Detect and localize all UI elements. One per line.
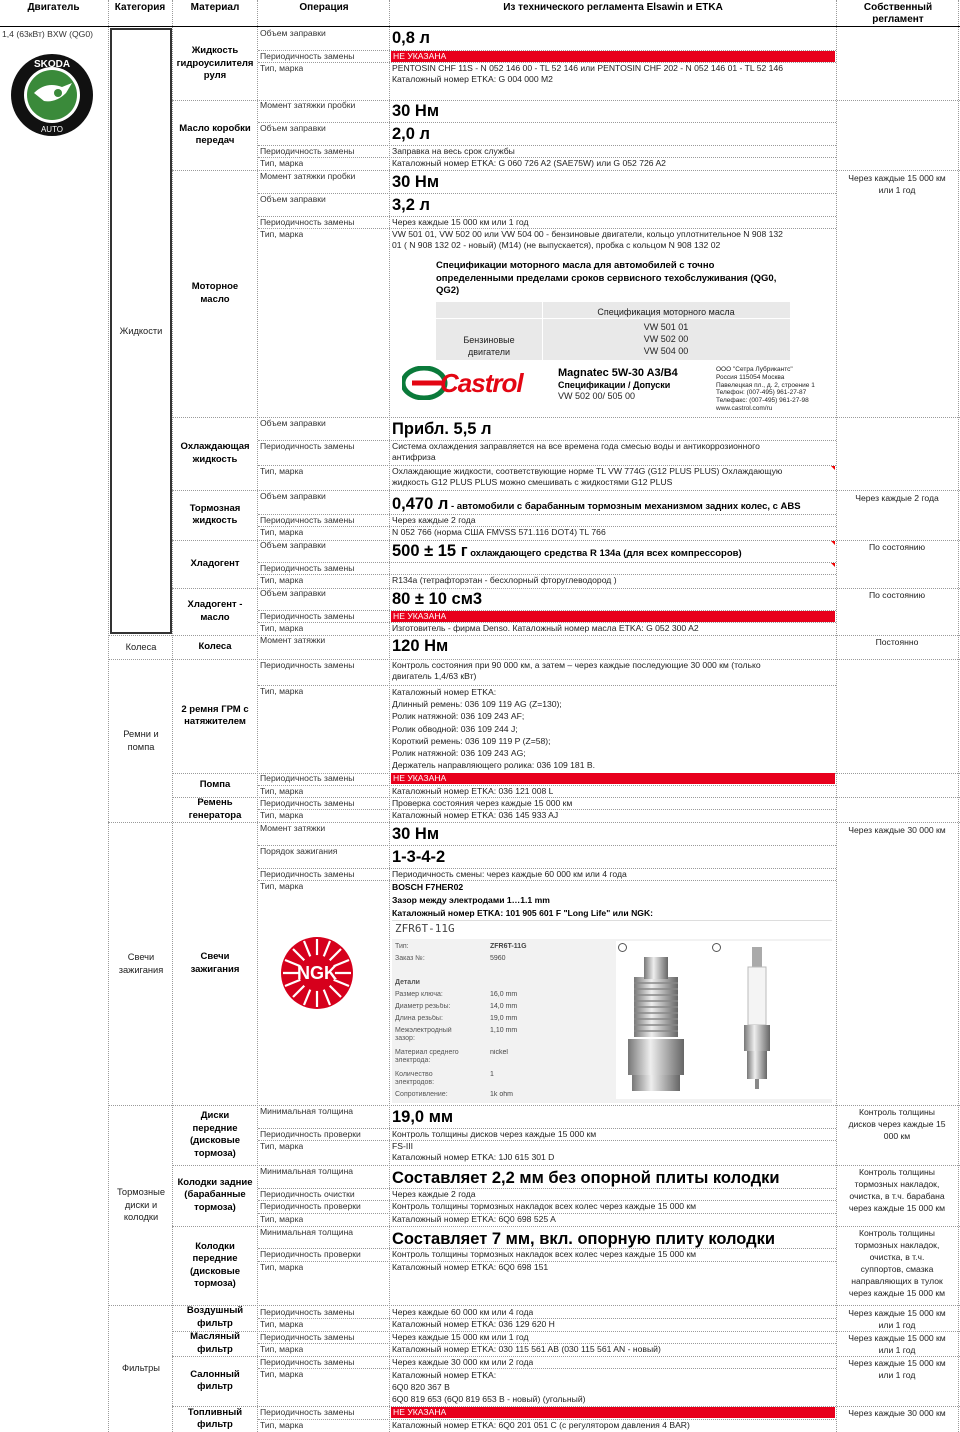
op-volume: Объем заправки bbox=[260, 588, 326, 598]
op-torque: Момент затяжки bbox=[260, 823, 326, 833]
fuel-own-regulation: Через каждые 30 000 км bbox=[848, 1408, 946, 1418]
op-torque: Момент затяжки bbox=[260, 635, 326, 645]
op-interval: Периодичность замены bbox=[260, 515, 355, 525]
ngk-spec-label: Количество электродов: bbox=[395, 1071, 435, 1086]
op-type: Тип, марка bbox=[260, 623, 304, 633]
material-timing-belts: 2 ремня ГРМ с натяжителем bbox=[181, 703, 249, 727]
op-interval: Периодичность замены bbox=[260, 611, 355, 621]
material-oil-filter: Масляный фильтр bbox=[190, 1331, 240, 1355]
ps-volume-value: 0,8 л bbox=[392, 29, 431, 47]
col-engine: Двигатель bbox=[27, 2, 80, 13]
material-gear-oil: Масло коробки передач bbox=[179, 122, 251, 146]
skoda-logo bbox=[10, 53, 94, 137]
rear-pads-clean-value: Через каждые 2 года bbox=[392, 1189, 476, 1199]
refrigerant-type-value: R134a (тетрафторэтан - бесхлорный фторуглеводород ) bbox=[392, 575, 617, 585]
ngk-code: ZFR6T-11G bbox=[395, 923, 455, 935]
ngk-spec-value: 1,10 mm bbox=[490, 1027, 518, 1034]
front-pads-min-value: Составляет 7 мм, вкл. опорную плиту колодки bbox=[392, 1230, 776, 1248]
op-min-thickness: Минимальная толщина bbox=[260, 1166, 354, 1176]
table-header bbox=[0, 0, 960, 27]
material-brake-fluid: Тормозная жидкость bbox=[189, 502, 241, 526]
col-own: Собственный регламент bbox=[863, 2, 933, 25]
ngk-logo bbox=[280, 936, 354, 1010]
column-divider bbox=[257, 0, 258, 1432]
material-refrigerant: Хладогент bbox=[190, 557, 240, 569]
category-brakes: Тормозные диски и колодки bbox=[116, 1187, 165, 1223]
rear-pads-own-regulation: Контроль толщины тормозных накладок, очистка, в т.ч. барабана через каждые 15 000 км bbox=[848, 1167, 946, 1213]
svg-text:SKODA: SKODA bbox=[33, 59, 71, 70]
not-specified-badge: НЕ УКАЗАНА bbox=[391, 773, 835, 784]
op-volume: Объем заправки bbox=[260, 491, 326, 501]
op-type: Тип, марка bbox=[260, 1214, 304, 1224]
gear-volume-value: 2,0 л bbox=[392, 125, 431, 143]
op-interval: Периодичность замены bbox=[260, 1407, 355, 1417]
op-interval: Периодичность замены bbox=[260, 563, 355, 573]
ngk-spec-label: Межэлектродный зазор: bbox=[395, 1027, 452, 1042]
plug-order-value: 1-3-4-2 bbox=[392, 848, 446, 866]
op-volume: Объем заправки bbox=[260, 28, 326, 38]
category-wheels: Колеса bbox=[125, 641, 157, 652]
gear-torque-value: 30 Нм bbox=[392, 102, 440, 120]
op-type: Тип, марка bbox=[260, 527, 304, 537]
ngk-spec-panel bbox=[392, 920, 832, 1103]
op-type: Тип, марка bbox=[260, 63, 304, 73]
material-pump: Помпа bbox=[199, 778, 231, 790]
op-check-interval: Периодичность проверки bbox=[260, 1249, 361, 1259]
gear-interval-value: Заправка на весь срок службы bbox=[392, 146, 515, 156]
op-min-thickness: Минимальная толщина bbox=[260, 1106, 354, 1116]
material-fuel-filter: Топливный фильтр bbox=[187, 1406, 243, 1430]
cabin-type-value: Каталожный номер ETKA: 6Q0 820 367 B 6Q0 819 653 (6Q0 819 653 B - новый) (угольный) bbox=[392, 1370, 586, 1404]
material-front-discs: Диски передние (дисковые тормоза) bbox=[190, 1110, 240, 1159]
refrigerant-oil-own-regulation: По состоянию bbox=[868, 590, 926, 600]
col-category: Категория bbox=[114, 2, 166, 13]
brake-interval-value: Через каждые 2 года bbox=[392, 515, 476, 525]
plug-own-regulation: Через каждые 30 000 км bbox=[848, 825, 946, 835]
column-divider bbox=[958, 0, 959, 1432]
oil-spec-table bbox=[430, 260, 790, 360]
spark-plug-image bbox=[624, 947, 824, 1097]
category-belts: Ремни и помпа bbox=[123, 729, 159, 752]
motor-own-regulation: Через каждые 15 000 км или 1 год bbox=[848, 173, 946, 195]
ngk-logo-text: NGK bbox=[297, 963, 337, 983]
oil-filter-interval-value: Через каждые 15 000 км или 1 год bbox=[392, 1332, 529, 1342]
genbelt-type-value: Каталожный номер ETKA: 036 145 933 AJ bbox=[392, 810, 559, 820]
op-check-interval: Периодичность проверки bbox=[260, 1129, 361, 1139]
wheel-own-regulation: Постоянно bbox=[875, 637, 919, 647]
op-type: Тип, марка bbox=[260, 686, 304, 696]
op-volume: Объем заправки bbox=[260, 194, 326, 204]
disc-own-regulation: Контроль толщины дисков через каждые 15 000 км bbox=[848, 1107, 946, 1141]
castrol-brand: Castrol bbox=[440, 368, 523, 398]
material-spark-plugs: Свечи зажигания bbox=[190, 951, 240, 975]
timing-interval-value: Контроль состояния при 90 000 км, а затем – через каждые последующие 30 000 км (только двигатель 1,4/63 кВт) bbox=[392, 660, 761, 682]
plug-torque-value: 30 Нм bbox=[392, 825, 440, 843]
op-torque-plug: Момент затяжки пробки bbox=[260, 100, 356, 110]
pump-type-value: Каталожный номер ETKA: 036 121 008 L bbox=[392, 786, 554, 796]
op-interval: Периодичность замены bbox=[260, 798, 355, 808]
op-type: Тип, марка bbox=[260, 575, 304, 585]
col-material: Материал bbox=[190, 2, 240, 13]
op-firing-order: Порядок зажигания bbox=[260, 846, 338, 856]
material-coolant: Охлаждающая жидкость bbox=[180, 441, 250, 465]
op-interval: Периодичность замены bbox=[260, 146, 355, 156]
material-motor-oil: Моторное масло bbox=[191, 281, 239, 305]
coolant-interval-value: Система охлаждения заправляется на все времена года смесью воды и антикоррозионного антифриза bbox=[392, 441, 760, 463]
gear-type-value: Каталожный номер ETKA: G 060 726 A2 (SAE75W) или G 052 726 A2 bbox=[392, 158, 666, 168]
op-type: Тип, марка bbox=[260, 881, 304, 891]
spec-column-header: Спецификация моторного масла bbox=[597, 307, 735, 317]
ngk-spec-label: Диаметр резьбы: bbox=[395, 1003, 451, 1010]
ngk-spec-label: Длина резьбы: bbox=[395, 1015, 443, 1022]
material-front-pads: Колодки передние (дисковые тормоза) bbox=[190, 1240, 240, 1289]
column-divider bbox=[389, 0, 390, 1432]
op-type: Тип, марка bbox=[260, 158, 304, 168]
motor-volume-value: 3,2 л bbox=[392, 196, 431, 214]
op-interval: Периодичность замены bbox=[260, 51, 355, 61]
coolant-type-value: Охлаждающие жидкости, соответствующие норме TL VW 774G (G12 PLUS PLUS) Охлаждающую жидкость G12 PLUS PLUS можно смешивать с жидкостями G12 PLUS bbox=[392, 466, 783, 488]
refrigerant-own-regulation: По состоянию bbox=[868, 542, 926, 552]
cabin-own-regulation: Через каждые 15 000 км или 1 год bbox=[848, 1358, 946, 1380]
oil-filter-own-regulation: Через каждые 15 000 км или 1 год bbox=[848, 1333, 946, 1355]
col-regulation: Из технического регламента Elsawin и ETKA bbox=[503, 2, 723, 13]
disc-check-value: Контроль толщины дисков через каждые 15 000 км bbox=[392, 1129, 597, 1139]
ngk-spec-value: nickel bbox=[490, 1049, 508, 1056]
material-cabin-filter: Салонный фильтр bbox=[190, 1368, 240, 1392]
castrol-contact: ООО "Сетра Лубрикантс" Россия 115054 Москва Павелецкая пл., д. 2, строение 1 Телефон: (007-495) 961-27-87 Телефакс: (007-495) 961-27-98 www.castrol.com/ru bbox=[716, 366, 815, 412]
op-type: Тип, марка bbox=[260, 1369, 304, 1379]
op-type: Тип, марка bbox=[260, 1319, 304, 1329]
category-spark-plugs: Свечи зажигания bbox=[118, 952, 164, 975]
ngk-spec-value: 5960 bbox=[490, 955, 506, 962]
refrigerant-oil-volume-value: 80 ± 10 см3 bbox=[392, 590, 483, 608]
rear-pads-min-value: Составляет 2,2 мм без опорной плиты колодки bbox=[392, 1169, 780, 1187]
refrigerant-volume-amount: 500 ± 15 г bbox=[392, 542, 468, 560]
fuel-type-value: Каталожный номер ETKA: 6Q0 201 051 C (с регулятором давления 4 BAR) bbox=[392, 1420, 690, 1430]
disc-type-value: FS-III Каталожный номер ETKA: 1J0 615 301 D bbox=[392, 1141, 555, 1163]
motor-interval-value: Через каждые 15 000 км или 1 год bbox=[392, 217, 529, 227]
brake-volume-note: - автомобили с барабанным тормозным механизмом задних колес, с ABS bbox=[448, 501, 801, 512]
timing-type-value: Каталожный номер ETKA: Длинный ремень: 036 109 119 AG (Z=130); Ролик натяжной: 036 109 243 AF; Ролик обводной: 036 109 244 J; Короткий ремень: 036 109 119 P (Z=58); Ролик натяжной: 036 109 243 AG; Держатель направляющего ролика: 036 109 181 B. bbox=[392, 687, 596, 771]
op-type: Тип, марка bbox=[260, 810, 304, 820]
op-interval: Периодичность замены bbox=[260, 773, 355, 783]
engine-name: 1,4 (63кВт) BXW (QG0) bbox=[2, 29, 93, 39]
op-type: Тип, марка bbox=[260, 786, 304, 796]
op-volume: Объем заправки bbox=[260, 123, 326, 133]
material-generator-belt: Ремень генератора bbox=[188, 797, 242, 821]
material-refrigerant-oil: Хладогент - масло bbox=[187, 599, 243, 623]
category-filters: Фильтры bbox=[122, 1363, 160, 1374]
not-specified-badge: НЕ УКАЗАНА bbox=[391, 611, 835, 622]
spec-value: VW 501 01 bbox=[643, 322, 689, 332]
ngk-spec-value: 1k ohm bbox=[490, 1091, 513, 1098]
ngk-spec-label: Материал среднего электрода: bbox=[395, 1049, 459, 1064]
column-divider bbox=[836, 0, 837, 1432]
motor-torque-value: 30 Нм bbox=[392, 173, 440, 191]
category-fluids: Жидкости bbox=[119, 325, 163, 336]
spec-row-label: Бензиновые двигатели bbox=[463, 335, 515, 357]
ngk-spec-label: Размер ключа: bbox=[395, 991, 443, 998]
material-rear-pads: Колодки задние (барабанные тормоза) bbox=[177, 1176, 253, 1213]
material-wheels: Колеса bbox=[198, 640, 232, 652]
svg-text:AUTO: AUTO bbox=[40, 125, 64, 134]
spec-value: VW 502 00 bbox=[643, 334, 689, 344]
material-air-filter: Воздушный фильтр bbox=[186, 1305, 244, 1329]
op-interval: Периодичность замены bbox=[260, 441, 355, 451]
ngk-spec-value: 1 bbox=[490, 1071, 494, 1078]
ngk-spec-value: 19,0 mm bbox=[490, 1015, 518, 1022]
op-type: Тип, марка bbox=[260, 1141, 304, 1151]
refrigerant-oil-type-value: Изготовитель - фирма Denso. Каталожный номер масла ETKA: G 052 300 A2 bbox=[392, 623, 699, 633]
not-specified-badge: НЕ УКАЗАНА bbox=[391, 1407, 835, 1418]
air-own-regulation: Через каждые 15 000 км или 1 год bbox=[848, 1308, 946, 1330]
ngk-spec-value: 14,0 mm bbox=[490, 1003, 518, 1010]
ngk-spec-value: 16,0 mm bbox=[490, 991, 518, 998]
op-clean-interval: Периодичность очистки bbox=[260, 1189, 355, 1199]
refrigerant-volume-value bbox=[392, 541, 742, 564]
not-specified-badge: НЕ УКАЗАНА bbox=[391, 51, 835, 62]
ps-type-value: PENTOSIN CHF 11S - N 052 146 00 - TL 52 146 или PENTOSIN CHF 202 - N 052 146 01 - TL 52 146 Каталожный номер ETKA: G 004 000 M2 bbox=[392, 63, 784, 85]
column-divider bbox=[108, 0, 109, 1432]
op-volume: Объем заправки bbox=[260, 418, 326, 428]
op-interval: Периодичность замены bbox=[260, 1307, 355, 1317]
op-torque-plug: Момент затяжки пробки bbox=[260, 171, 356, 181]
op-interval: Периодичность замены bbox=[260, 1357, 355, 1367]
rear-pads-type-value: Каталожный номер ETKA: 6Q0 698 525 A bbox=[392, 1214, 556, 1224]
plug-interval-value: Периодичность смены: через каждые 60 000 км или 4 года bbox=[392, 869, 627, 879]
oil-filter-type-value: Каталожный номер ETKA: 030 115 561 AB (030 115 561 AN - новый) bbox=[392, 1344, 661, 1354]
front-pads-check-value: Контроль толщины тормозных накладок всех колес через каждые 15 000 км bbox=[392, 1249, 697, 1259]
ngk-spec-label: Тип: bbox=[395, 943, 409, 950]
front-pads-type-value: Каталожный номер ETKA: 6Q0 698 151 bbox=[392, 1262, 549, 1272]
spec-title: Спецификации моторного масла для автомобилей с точно определенными пределами сроков сервисного техобслуживания (QG0, QG2) bbox=[436, 260, 777, 296]
genbelt-interval-value: Проверка состояния через каждые 15 000 км bbox=[392, 798, 573, 808]
op-interval: Периодичность замены bbox=[260, 217, 355, 227]
brake-type-value: N 052 766 (норма США FMVSS 571.116 DOT4) TL 766 bbox=[392, 527, 606, 537]
disc-min-value: 19,0 мм bbox=[392, 1108, 454, 1126]
rear-pads-check-value: Контроль толщины тормозных накладок всех колес через каждые 15 000 км bbox=[392, 1201, 697, 1211]
op-type: Тип, марка bbox=[260, 1420, 304, 1430]
material-ps-fluid: Жидкость гидроусилителя руля bbox=[176, 45, 254, 82]
brake-volume-amount: 0,470 л bbox=[392, 495, 449, 513]
castrol-spec: VW 502 00/ 505 00 bbox=[558, 391, 636, 401]
air-type-value: Каталожный номер ETKA: 036 129 620 H bbox=[392, 1319, 555, 1329]
plug-type-value: BOSCH F7HER02 Зазор между электродами 1…1.1 mm Каталожный номер ETKA: 101 905 601 F "Long Life" или NGK: bbox=[392, 882, 654, 918]
castrol-spec-label: Спецификации / Допуски bbox=[558, 380, 671, 390]
op-volume: Объем заправки bbox=[260, 540, 326, 550]
col-operation: Операция bbox=[299, 2, 349, 13]
front-pads-own-regulation: Контроль толщины тормозных накладок, очистка, в т.ч. суппортов, смазка направляющих в тулок через каждые 15 000 км bbox=[848, 1228, 946, 1298]
ngk-spec-label: Заказ №: bbox=[395, 955, 425, 962]
coolant-volume-value: Прибл. 5,5 л bbox=[392, 420, 492, 438]
op-min-thickness: Минимальная толщина bbox=[260, 1227, 354, 1237]
brake-own-regulation: Через каждые 2 года bbox=[855, 493, 939, 503]
spec-value: VW 504 00 bbox=[643, 346, 689, 356]
op-type: Тип, марка bbox=[260, 1262, 304, 1272]
refrigerant-volume-note: охлаждающего средства R 134a (для всех компрессоров) bbox=[467, 548, 742, 559]
op-interval: Периодичность замены bbox=[260, 1332, 355, 1342]
op-type: Тип, марка bbox=[260, 466, 304, 476]
air-interval-value: Через каждые 60 000 км или 4 года bbox=[392, 1307, 534, 1317]
op-interval: Периодичность замены bbox=[260, 869, 355, 879]
motor-type-value: VW 501 01, VW 502 00 или VW 504 00 - бензиновые двигатели, кольцо уплотнительное N 908 132 01 ( N 908 132 02 - новый) (M14) (не выпускается), пробка с кольцом N 908 132 02 bbox=[392, 229, 783, 251]
castrol-product: Magnatec 5W-30 A3/B4 bbox=[558, 367, 678, 379]
op-check-interval: Периодичность проверки bbox=[260, 1201, 361, 1211]
ngk-spec-value: ZFR6T-11G bbox=[490, 943, 527, 950]
op-type: Тип, марка bbox=[260, 1344, 304, 1354]
wheel-torque-value: 120 Нм bbox=[392, 637, 449, 655]
ngk-spec-label: Сопротивление: bbox=[395, 1091, 448, 1098]
castrol-logo bbox=[402, 366, 552, 400]
op-interval: Периодичность замены bbox=[260, 660, 355, 670]
ngk-spec-label: Детали bbox=[395, 979, 420, 986]
op-type: Тип, марка bbox=[260, 229, 304, 239]
cabin-interval-value: Через каждые 30 000 км или 2 года bbox=[392, 1357, 534, 1367]
